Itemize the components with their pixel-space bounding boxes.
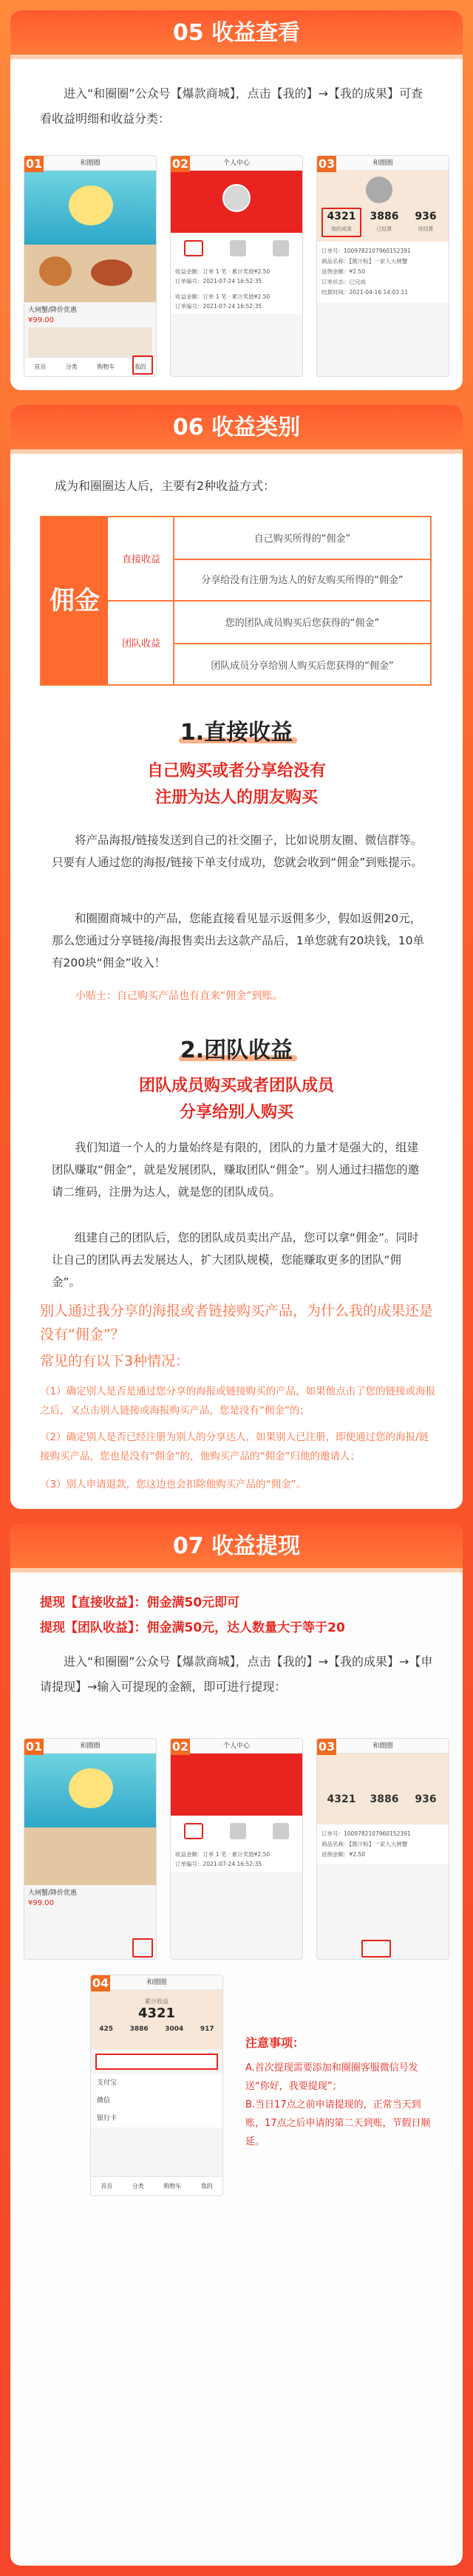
direct-paragraph-1: 将产品海报/链接发送到自己的社交圈子，比如说朋友圈、微信群等。只要有人通过您的海报/链接下单支付成功，您就会收到“佣金”到账提示。 — [52, 834, 423, 869]
screenshot-03 — [316, 155, 449, 377]
section-07-card — [10, 1524, 463, 2566]
stat-value: 3004 — [165, 2025, 184, 2033]
highlight-total — [321, 208, 361, 237]
stat-pending: 936 — [415, 1793, 437, 1805]
step-number: 01 — [25, 1740, 43, 1754]
balance-amount: 4321 — [137, 2006, 176, 2021]
phone-title-bar: 个人中心 — [171, 1739, 302, 1754]
table-row: 团队成员分享给别人购买后您获得的“佣金” — [211, 661, 394, 672]
screenshot-01b — [24, 1738, 157, 1960]
notes-list — [245, 2059, 439, 2151]
detail-line: 商品名称：【酱汁粉】一家人大闸蟹 — [321, 1841, 408, 1847]
section-05-text: 进入“和圈圈”公众号【爆款商城】，点击【我的】→【我的成果】可查看收益明细和收益分类： — [40, 86, 423, 126]
product-title: 大闸蟹/降价优惠 — [28, 307, 78, 314]
tab-mine[interactable]: 我的 — [134, 364, 146, 370]
team-highlight — [10, 1073, 463, 1126]
team-icon[interactable] — [273, 240, 289, 256]
withdraw-header — [91, 1990, 222, 2049]
stat-pending: 936 — [415, 211, 437, 222]
tab-mine[interactable]: 我的 — [200, 2183, 213, 2190]
product-price: ¥99.00 — [28, 316, 54, 324]
banner-image — [24, 1754, 156, 1827]
payout-option[interactable]: 微信 — [97, 2097, 111, 2105]
my-results-icon[interactable] — [184, 240, 203, 256]
orders-icon[interactable] — [230, 240, 246, 256]
detail-line: 结算时间：2021-04-16 14:03:11 — [321, 289, 409, 296]
avatar — [366, 177, 392, 203]
notes-title: 注意事项： — [245, 2036, 305, 2050]
orders-icon[interactable] — [230, 1823, 246, 1839]
stat-value: 3886 — [129, 2025, 149, 2033]
payout-option[interactable]: 支付宝 — [97, 2079, 118, 2087]
results-header — [317, 1754, 449, 1824]
tab-cart[interactable]: 购物车 — [163, 2183, 182, 2190]
subtitle-text: 团队收益 — [204, 1037, 293, 1063]
stat-label: 已结算 — [376, 226, 392, 232]
detail-line: 订单状态：已完成 — [321, 279, 366, 285]
phone-title-bar: 个人中心 — [171, 156, 302, 171]
table-row: 自己购买所得的“佣金” — [253, 534, 351, 545]
direct-paragraph-2: 和圈圈商城中的产品，您能直接看见显示返佣多少，假如返佣20元，那么您通过分享链接/海报售卖出去这款产品后，1单您就有20块钱，10单有200块“佣金”收入！ — [52, 912, 425, 970]
product-price: ¥99.00 — [28, 1899, 54, 1907]
product-title: 大闸蟹/降价优惠 — [28, 1890, 78, 1897]
subtitle-team-income — [10, 1032, 463, 1064]
stat-settled: 3886 — [370, 211, 399, 222]
team-paragraph-2: 组建自己的团队后，您的团队成员卖出产品，您可以拿“佣金”。同时让自己的团队再去发展达人，扩大团队规模，您能赚取更多的团队“佣金”。 — [52, 1231, 419, 1289]
phone-title-bar: 和圈圈 — [91, 1975, 222, 1990]
table-big-label: 佣金 — [41, 517, 108, 684]
team-income-tag: 团队收益 — [121, 638, 160, 650]
withdraw-rules — [40, 1590, 439, 1640]
table-row: 您的团队成员购买后您获得的“佣金” — [225, 618, 380, 629]
food-image — [24, 245, 156, 302]
stat-label: 待结算 — [418, 226, 434, 232]
order-line: 订单编号：2021-07-24 16:52:35 — [175, 1861, 262, 1867]
section-05-card — [10, 10, 463, 390]
avatar — [222, 184, 251, 212]
step-number: 03 — [318, 157, 336, 171]
withdraw-amount-input[interactable] — [95, 2054, 218, 2070]
highlight-line: 注册为达人的朋友购买 — [154, 788, 318, 807]
order-line: 订单编号：2021-07-24 16:52:35 — [175, 303, 262, 310]
mascot-icon — [69, 185, 113, 225]
note-item: A.首次提现需要添加和圈圈客服微信号发送“你好，我要提现”； — [245, 2062, 418, 2092]
highlight-mine-tab — [132, 1938, 153, 1957]
highlight-withdraw — [361, 1940, 391, 1957]
team-icon[interactable] — [273, 1823, 289, 1839]
phone-title-bar: 和圈圈 — [24, 1739, 156, 1754]
order-line: 收益金额：订单 1 笔 · 累计奖励¥2.50 — [175, 1851, 270, 1858]
step-number: 02 — [171, 157, 189, 171]
highlight-line: 团队成员购买或者团队成员 — [138, 1077, 334, 1095]
direct-income-tag: 直接收益 — [121, 554, 160, 565]
section-07-title: 07 收益提现 — [10, 1524, 463, 1570]
detail-line: 订单号：1009782107960152391 — [321, 248, 411, 254]
screenshot-03b — [316, 1738, 449, 1960]
tab-category[interactable]: 分类 — [65, 364, 78, 370]
banner-image — [24, 171, 156, 245]
highlight-line: 分享给别人购买 — [179, 1103, 293, 1122]
screenshot-02 — [170, 155, 303, 377]
stat-total: 4321 — [327, 211, 356, 222]
detail-line: 商品名称：【酱汁粉】一家人大闸蟹 — [321, 258, 408, 265]
profile-header — [171, 171, 302, 233]
screenshot-01 — [24, 155, 157, 377]
detail-line: 订单号：1009782107960152391 — [321, 1830, 411, 1837]
mascot-icon — [69, 1768, 113, 1808]
detail-line: 返佣金额：¥2.50 — [321, 1851, 365, 1858]
subtitle-number: 1. — [180, 720, 205, 746]
table-row: 分享给没有注册为达人的好友购买所得的“佣金” — [201, 575, 404, 586]
highlight-mine-tab — [132, 355, 153, 375]
shortcut-row — [171, 233, 302, 264]
direct-tip: 小贴士：自己购买产品也有直来“佣金”到账。 — [75, 990, 283, 1002]
faq-answer-2: （2）确定别人是否已经注册为别人的分享达人，如果别人已注册，即使通过您的海报/链接购买产品，您也是没有“佣金”的，他购买产品的“佣金”归他的邀请人； — [40, 1431, 429, 1462]
withdraw-rule: 提现【直接收益】：佣金满50元即可 — [40, 1595, 240, 1610]
note-item: B.当日17点之前申请提现的，正常当天到账，17点之后申请的第二天到账，节假日顺延。 — [245, 2099, 431, 2147]
my-results-icon[interactable] — [184, 1823, 203, 1839]
stat-value: 425 — [99, 2025, 114, 2033]
profile-header — [171, 1754, 302, 1816]
faq-answer-3: （3）别人申请退款，您这边也会扣除他购买产品的“佣金”。 — [40, 1479, 307, 1490]
food-image — [24, 1827, 156, 1885]
section-05-title: 05 收益查看 — [10, 10, 463, 56]
tab-home[interactable]: 首页 — [101, 2183, 113, 2190]
balance-label: 累计收益 — [145, 1998, 169, 2005]
screenshot-04 — [90, 1974, 223, 2196]
team-paragraph-1: 我们知道一个人的力量始终是有限的，团队的力量才是强大的，组建团队赚取“佣金”，就是发展团队，赚取团队“佣金”。别人通过扫描您的邀请二维码，注册为达人，就是您的团队成员。 — [52, 1141, 420, 1199]
tab-bar — [91, 2176, 222, 2195]
direct-highlight — [10, 758, 463, 811]
faq-answer-1: （1）确定别人是否是通过您分享的海报或链接购买的产品，如果他点击了您的链接或海报之后，又点击别人链接或海报购买产品，您是没有“佣金”的； — [40, 1386, 436, 1417]
order-line: 订单编号：2021-07-24 16:52:35 — [175, 278, 262, 284]
order-line: 收益金额：订单 1 笔 · 累计奖励¥2.50 — [175, 293, 270, 300]
stat-settled: 3886 — [370, 1793, 399, 1805]
step-number: 02 — [171, 1740, 189, 1754]
phone-title-bar: 和圈圈 — [317, 156, 449, 171]
faq-question-sub: 常见的有以下3种情况： — [40, 1353, 190, 1369]
section-07-text: 进入“和圈圈”公众号【爆款商城】，点击【我的】→【我的成果】→【申请提现】→输入可提现的金额，即可进行提现： — [40, 1655, 433, 1694]
screenshot-02b — [170, 1738, 303, 1960]
stat-label: 我的成果 — [331, 226, 352, 232]
subtitle-text: 直接收益 — [204, 720, 293, 746]
section-06-title: 06 收益类别 — [10, 405, 463, 451]
tab-cart[interactable]: 购物车 — [97, 364, 115, 370]
step-number: 03 — [318, 1740, 336, 1754]
detail-line: 返佣金额：¥2.50 — [321, 268, 365, 275]
results-header — [317, 171, 449, 242]
order-line: 收益金额：订单 1 笔 · 累计奖励¥2.50 — [175, 268, 270, 275]
highlight-line: 自己购买或者分享给没有 — [146, 762, 326, 780]
section-06-card — [10, 405, 463, 1509]
payout-option[interactable]: 银行卡 — [97, 2115, 118, 2122]
section-06-intro: 成为和圈圈达人后，主要有2种收益方式： — [55, 479, 276, 493]
subtitle-direct-income — [10, 714, 463, 746]
tab-category[interactable]: 分类 — [132, 2183, 144, 2190]
stat-value: 917 — [200, 2025, 214, 2033]
income-type-table — [40, 516, 432, 686]
stat-total: 4321 — [327, 1793, 356, 1805]
phone-title-bar: 和圈圈 — [24, 156, 156, 171]
tab-home[interactable]: 首页 — [34, 364, 47, 370]
step-number: 04 — [92, 1976, 109, 1990]
withdraw-rule: 提现【团队收益】：佣金满50元，达人数量大于等于20 — [40, 1621, 345, 1635]
subtitle-number: 2. — [180, 1037, 205, 1063]
phone-title-bar: 和圈圈 — [317, 1739, 449, 1754]
step-number: 01 — [25, 157, 43, 171]
shortcut-row — [171, 1816, 302, 1847]
faq-question: 别人通过我分享的海报或者链接购买产品，为什么我的成果还是没有“佣金”？ — [40, 1303, 434, 1343]
